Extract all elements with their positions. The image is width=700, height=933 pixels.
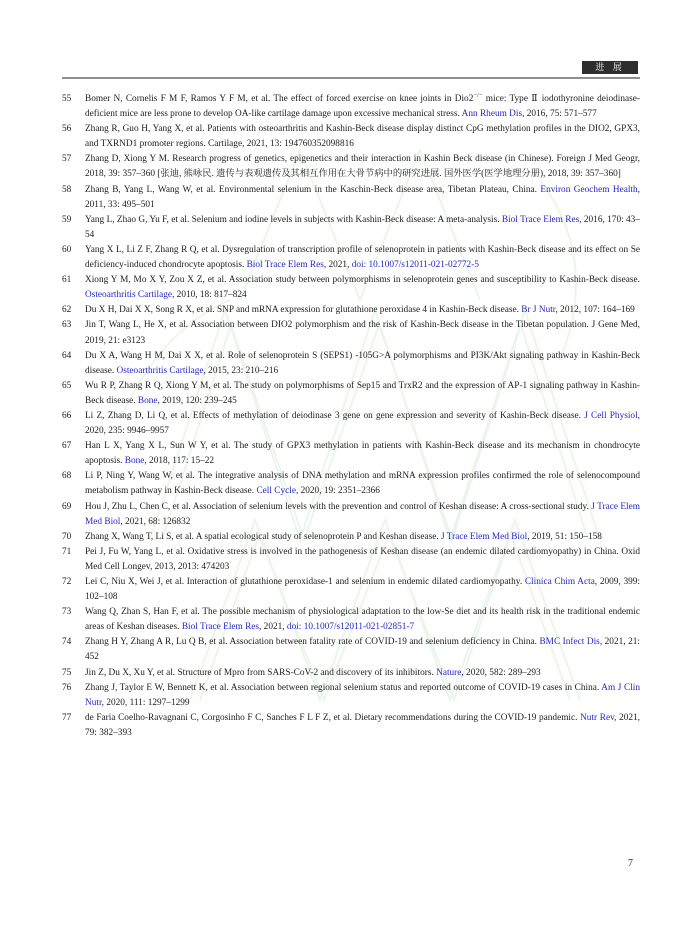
reference-text: [85, 305, 635, 315]
reference-text-segment: , 2019, 51: 150–158: [527, 531, 602, 542]
reference-item: [62, 545, 640, 575]
reference-text: [85, 441, 640, 466]
section-badge-label: 进 展: [595, 62, 625, 72]
header-rule: [62, 77, 640, 79]
reference-number: 60: [62, 244, 72, 255]
reference-text-segment: Xiong Y M, Mo X Y, Zou X Z, et al. Association study between polymorphisms in selenoprotein genes and susceptibility to Kashin-Beck disease.: [85, 275, 640, 286]
reference-text-segment: Jin Z, Du X, Xu Y, et al. Structure of Mpro from SARS-CoV-2 and discovery of its inhibitors.: [85, 667, 437, 678]
journal-link[interactable]: Am J Clin Nutr: [85, 682, 641, 708]
journal-link[interactable]: Biol Trace Elem Res: [246, 260, 324, 271]
reference-text: [85, 532, 602, 542]
reference-item: [62, 349, 640, 379]
reference-text-segment: Han L X, Yang X L, Sun W Y, et al. The study of GPX3 methylation in patients with Kashin-Beck disease and its mechanism in chondrocyte apoptosis.: [85, 441, 640, 467]
reference-number: 57: [62, 154, 72, 165]
journal-link[interactable]: Biol Trace Elem Res: [181, 622, 260, 633]
reference-item: [62, 183, 640, 213]
reference-text: [85, 713, 640, 738]
reference-text: [85, 215, 640, 240]
reference-item: [62, 213, 640, 243]
reference-number: 76: [62, 682, 72, 693]
reference-text-segment: , 2016, 170: 43–54: [85, 214, 640, 240]
reference-number: 69: [62, 501, 72, 512]
reference-text-segment: Wu R P, Zhang R Q, Xiong Y M, et al. The study on polymorphisms of Sep15 and TrxR2 and the expression of AP-1 signaling pathway in Kashin-Beck disease.: [85, 380, 640, 406]
reference-number: 72: [62, 577, 72, 587]
reference-text: [85, 154, 640, 179]
reference-number: 75: [62, 667, 72, 678]
reference-text-segment: , 2021, 21: 452: [85, 637, 640, 663]
journal-link[interactable]: Br J Nutr: [521, 305, 556, 316]
reference-text: [85, 411, 640, 436]
reference-number: 65: [62, 380, 72, 391]
reference-text: [85, 320, 640, 345]
reference-number: 71: [62, 546, 72, 557]
journal-link[interactable]: J Trace Elem Med Biol: [441, 531, 528, 542]
reference-item: [62, 666, 640, 681]
reference-text-segment: , 2020, 235: 9946–9957: [85, 410, 640, 437]
reference-text-segment: Zhang B, Yang L, Wang W, et al. Environmental selenium in the Kaschin-Beck disease area, Tibetan Plateau, China.: [85, 184, 541, 195]
reference-text-segment: Zhang H Y, Zhang A R, Lu Q B, et al. Association between fatality rate of COVID-19 and selenium deficiency in China.: [85, 637, 540, 648]
reference-text: [85, 245, 640, 270]
reference-text: [85, 124, 640, 149]
reference-text: [85, 351, 640, 376]
journal-link[interactable]: doi: 10.1007/s12011-021-02772-5: [351, 260, 479, 271]
reference-text-segment: Zhang X, Wang T, Li S, et al. A spatial ecological study of selenoprotein P and Keshan disease.: [85, 531, 441, 542]
reference-text-segment: Lei C, Niu X, Wei J, et al. Interaction of glutathione peroxidase-1 and selenium in endemic dilated cardiomyopathy.: [85, 577, 525, 587]
reference-text-segment: Yang X L, Li Z F, Zhang R Q, et al. Dysregulation of transcription profile of selenoprotein in patients with Kashin-Beck disease and its effect on Se deficiency-induced chondrocyte apoptosis.: [85, 244, 640, 271]
reference-item: [62, 635, 640, 665]
journal-link[interactable]: Osteoarthritis Cartilage: [85, 290, 173, 301]
reference-item: [62, 273, 640, 303]
reference-text-segment: , 2015, 23: 210–216: [203, 365, 279, 376]
reference-number: 73: [62, 607, 72, 618]
reference-text: [85, 577, 640, 602]
journal-link[interactable]: Cell Cycle: [256, 486, 296, 497]
reference-text-segment: , 2012, 107: 164–169: [555, 305, 635, 316]
reference-number: 67: [62, 441, 72, 452]
reference-text-segment: , 2021, 68: 126832: [120, 516, 191, 527]
reference-text-segment: Du X A, Wang H M, Dai X X, et al. Role of selenoprotein S (SEPS1) -105G>A polymorphisms and PI3K/Akt signaling pathway in Kashin-Beck disease.: [85, 350, 640, 376]
reference-text-segment: , 2016, 75: 571–577: [522, 109, 597, 120]
reference-text: [85, 381, 640, 406]
reference-text-segment: Du X H, Dai X X, Song R X, et al. SNP and mRNA expression for glutathione peroxidase 4 in Kashin-Beck disease.: [85, 305, 522, 316]
reference-text-segment: , 2018, 117: 15–22: [144, 456, 215, 467]
reference-text-segment: , 2009, 399: 102–108: [85, 577, 641, 603]
reference-text: [85, 668, 541, 678]
reference-item: [62, 92, 640, 122]
section-badge: [582, 61, 638, 74]
reference-number: 61: [62, 275, 72, 286]
reference-text-segment: mice: Type Ⅱ iodothyronine deiodinase-deficient mice are less prone to develop OA-like cartilage damage upon excessive mechanical stress.: [85, 94, 640, 120]
reference-text: [85, 547, 640, 572]
reference-item: [62, 469, 640, 499]
journal-link[interactable]: J Trace Elem Med Biol: [85, 501, 640, 527]
reference-text-segment: , 2019, 120: 239–245: [157, 395, 237, 406]
reference-item: [62, 711, 640, 741]
reference-number: 58: [62, 184, 72, 195]
reference-item: [62, 379, 640, 409]
reference-text: [85, 275, 640, 300]
reference-item: [62, 500, 640, 530]
reference-text-segment: Wang Q, Zhan S, Han F, et al. The possible mechanism of physiological adaptation to the low-Se diet and its health risk in the traditional endemic areas of Keshan diseases.: [85, 607, 640, 633]
reference-item: [62, 530, 640, 545]
reference-text-segment: Zhang J, Taylor E W, Bennett K, et al. Association between regional selenium status and reported outcome of COVID-19 cases in China.: [85, 682, 602, 693]
reference-text-segment: Jin T, Wang L, He X, et al. Association between DIO2 polymorphism and the risk of Kashin-Beck disease in the Tibetan population. J Gene Med, 2019, 21: e3123: [85, 320, 640, 346]
reference-text-segment: Zhang D, Xiong Y M. Research progress of genetics, epigenetics and their interaction in Kashin Beck disease (in Chinese). Foreign J Med Geogr, 2018, 39: 357–360 [张迪, 熊咏民. 遗传与表观遗传及其相互作用在大骨节病中的研究进展. 国外医学(医学地理分册), 2018, 39: 357–360]: [85, 154, 640, 180]
reference-number: 55: [62, 94, 72, 104]
reference-item: [62, 243, 640, 273]
reference-number: 56: [62, 124, 72, 135]
reference-text: [85, 185, 640, 210]
journal-link[interactable]: BMC Infect Dis: [539, 637, 600, 648]
reference-item: [62, 575, 640, 605]
reference-number: 66: [62, 410, 72, 421]
reference-text-segment: , 2011, 33: 495–501: [85, 184, 640, 210]
reference-text-segment: Bomer N, Cornelis F M F, Ramos Y F M, et al. The effect of forced exercise on knee joints in Dio2: [85, 94, 474, 104]
journal-link[interactable]: Ann Rheum Dis: [461, 109, 523, 120]
reference-text-segment: , 2020, 582: 289–293: [461, 667, 541, 678]
reference-number: 74: [62, 637, 72, 648]
reference-text-segment: , 2010, 18: 817–824: [172, 290, 247, 301]
reference-item: [62, 303, 640, 318]
journal-link[interactable]: Bone: [137, 395, 158, 406]
reference-text-segment: , 2020, 111: 1297–1299: [101, 697, 190, 708]
reference-item: [62, 122, 640, 152]
reference-list: [62, 92, 640, 741]
reference-text-segment: , 2021,: [323, 260, 352, 271]
reference-item: [62, 409, 640, 439]
reference-text: [85, 471, 640, 496]
journal-link[interactable]: Osteoarthritis Cartilage: [116, 365, 204, 376]
reference-text-segment: Li Z, Zhang D, Li Q, et al. Effects of methylation of deiodinase 3 gene on gene expression and severity of Kashin-Beck disease.: [85, 410, 585, 421]
journal-link[interactable]: Nature: [436, 667, 462, 678]
page-number: 7: [628, 858, 633, 869]
superscript-text: −/−: [473, 92, 483, 99]
journal-link[interactable]: Bone: [124, 456, 145, 467]
reference-number: 62: [62, 305, 72, 316]
reference-item: [62, 318, 640, 348]
reference-text: [85, 683, 640, 708]
reference-number: 63: [62, 320, 72, 331]
reference-number: 70: [62, 531, 72, 542]
reference-item: [62, 152, 640, 182]
reference-text-segment: , 2021, 79: 382–393: [85, 712, 640, 738]
reference-number: 64: [62, 350, 72, 361]
reference-item: [62, 605, 640, 635]
reference-number: 59: [62, 214, 72, 225]
reference-text-segment: , 2020, 19: 2351–2366: [295, 486, 380, 497]
journal-link[interactable]: Environ Geochem Health: [540, 184, 638, 195]
reference-text: [85, 637, 640, 662]
reference-text-segment: de Faria Coelho-Ravagnani C, Corgosinho F C, Sanches F L F Z, et al. Dietary recommendations during the COVID-19 pandemic.: [85, 712, 581, 723]
reference-number: 77: [62, 712, 72, 723]
journal-link[interactable]: Biol Trace Elem Res: [501, 214, 580, 225]
reference-item: [62, 681, 640, 711]
reference-text-segment: Yang L, Zhao G, Yu F, et al. Selenium and iodine levels in subjects with Kashin-Beck disease: A meta-analysis.: [85, 214, 502, 225]
journal-link[interactable]: Clinica Chim Acta: [524, 577, 595, 587]
reference-number: 68: [62, 471, 72, 482]
reference-text: [85, 607, 640, 632]
journal-link[interactable]: J Cell Physiol: [584, 410, 638, 421]
journal-link[interactable]: doi: 10.1007/s12011-021-02851-7: [286, 622, 415, 633]
reference-text-segment: Zhang R, Guo H, Yang X, et al. Patients with osteoarthritis and Kashin-Beck disease display distinct CpG methylation profiles in the DIO2, GPX3, and TXRND1 promoter regions. Cartilage, 2021, 13: 194760352098816: [85, 124, 640, 150]
reference-text: [85, 502, 640, 527]
reference-item: [62, 439, 640, 469]
journal-link[interactable]: Nutr Rev: [580, 712, 615, 723]
reference-text-segment: , 2021,: [259, 622, 287, 633]
reference-text: [85, 94, 640, 119]
reference-text-segment: Li P, Ning Y, Wang W, et al. The integrative analysis of DNA methylation and mRNA expression profiles confirmed the role of selenocompound metabolism pathway in Kashin-Beck disease.: [85, 471, 640, 497]
reference-text-segment: Pei J, Fu W, Yang L, et al. Oxidative stress is involved in the pathogenesis of Keshan disease (an endemic dilated cardiomyopathy) in China. Oxid Med Cell Longev, 2013, 2013: 474203: [85, 546, 640, 572]
reference-text-segment: Hou J, Zhu L, Chen C, et al. Association of selenium levels with the prevention and control of Keshan disease: A cross-sectional study.: [85, 501, 592, 512]
